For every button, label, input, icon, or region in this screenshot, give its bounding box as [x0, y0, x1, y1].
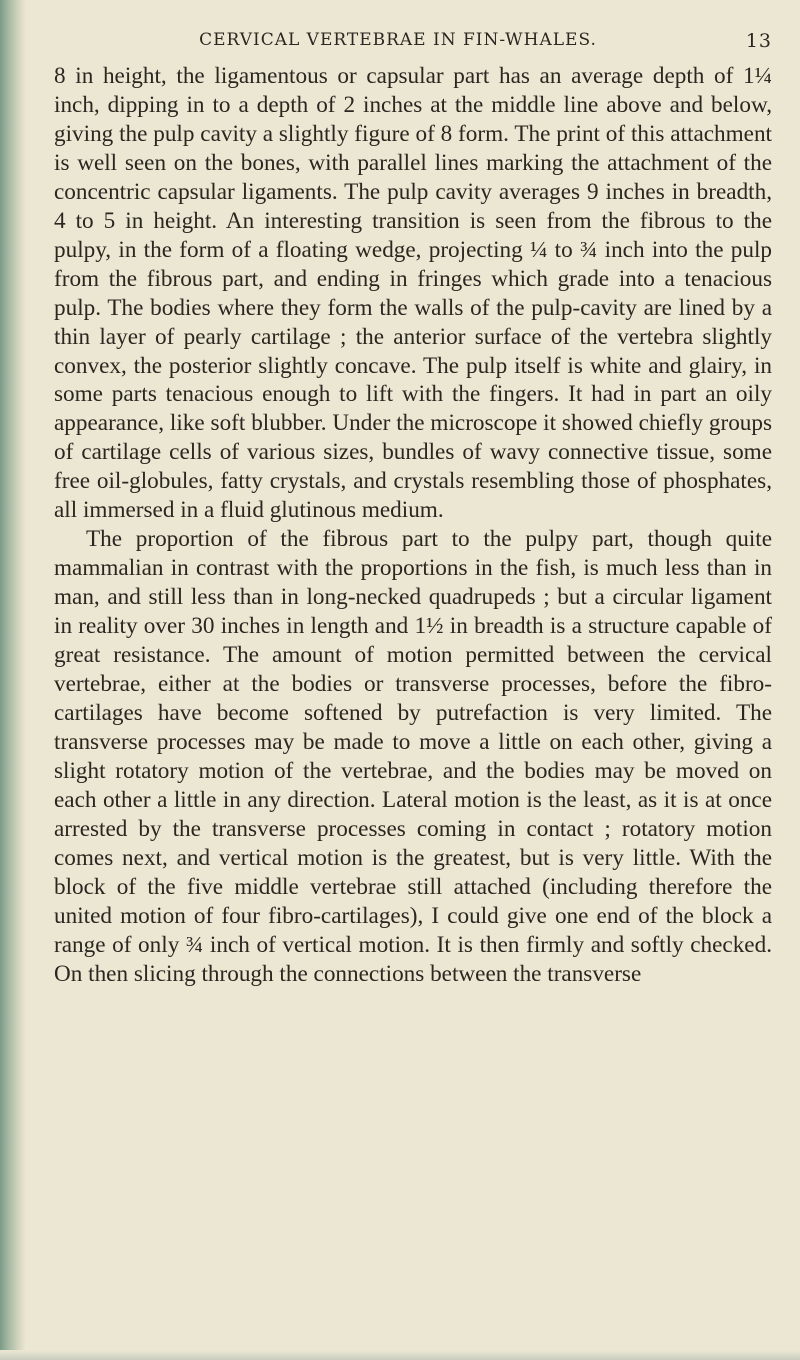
book-spine-edge [0, 0, 26, 1360]
body-text [54, 62, 772, 989]
page-bottom-edge [0, 1350, 800, 1360]
page-header [54, 30, 772, 60]
page-number: 13 [745, 30, 772, 52]
running-title: CERVICAL VERTEBRAE IN FIN-WHALES. [199, 30, 597, 50]
paragraph-continued: 8 in height, the ligamentous or capsular part has an average depth of 1¼ inch, dipping in to a depth of 2 inches at the middle line above and below, giving the pulp cavity a slightly figure of 8 form. The print of this attachment is well seen on the bones, with parallel lines marking the attachment of the concentric capsular ligaments. The pulp cavity averages 9 inches in breadth, 4 to 5 in height. An interesting transition is seen from the fibrous to the pulpy, in the form of a floating wedge, projecting ¼ to ¾ inch into the pulp from the fibrous part, and ending in fringes which grade into a tenacious pulp. The bodies where they form the walls of the pulp-cavity are lined by a thin layer of pearly cartilage ; the anterior surface of the vertebra slightly convex, the posterior slightly concave. The pulp itself is white and glairy, in some parts tenacious enough to lift with the fingers. It had in part an oily appearance, like soft blubber. Under the microscope it showed chiefly groups of cartilage cells of various sizes, bundles of wavy connective tissue, some free oil-globules, fatty crystals, and crystals resembling those of phosphates, all immersed in a fluid glutinous medium. [54, 63, 772, 524]
book-page [54, 30, 772, 1340]
paragraph-motion: The proportion of the fibrous part to the pulpy part, though quite mammalian in contrast with the proportions in the fish, is much less than in man, and still less than in long-necked quadrupeds ; but a circular ligament in reality over 30 inches in length and 1½ in breadth is a structure capable of great resistance. The amount of motion permitted between the cervical vertebrae, either at the bodies or transverse processes, before the fibro-cartilages have become softened by putrefaction is very limited. The transverse processes may be made to move a little on each other, giving a slight rotatory motion of the vertebrae, and the bodies may be moved on each other a little in any direction. Lateral motion is the least, as it is at once arrested by the transverse processes coming in contact ; rotatory motion comes next, and vertical motion is the greatest, but is very little. With the block of the five middle vertebrae still attached (including therefore the united motion of four fibro-cartilages), I could give one end of the block a range of only ¾ inch of vertical motion. It is then firmly and softly checked. On then slicing through the connections between the transverse [54, 526, 772, 987]
